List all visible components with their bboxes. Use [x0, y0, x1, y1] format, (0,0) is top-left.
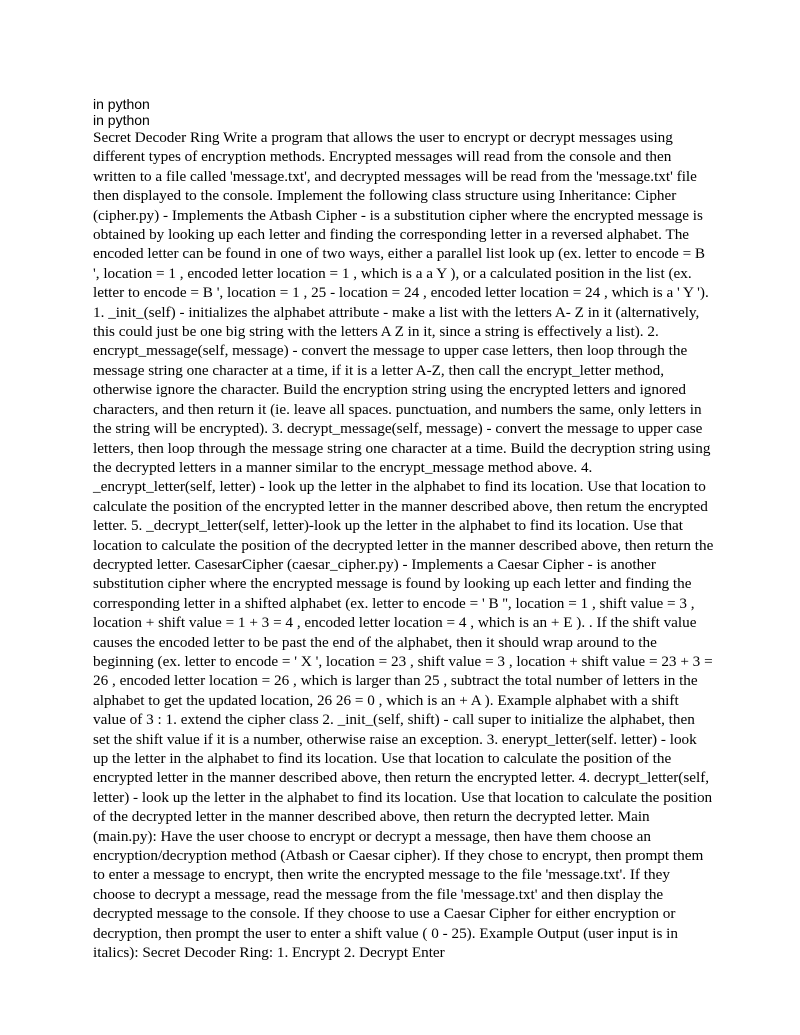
document [93, 96, 715, 962]
language-tag: in python [93, 96, 150, 112]
question-text: Secret Decoder Ring Write a program that allows the user to encrypt or decrypt messages using different types of encryption methods. Encrypted messages will read from the console and then written to a file called 'message.txt', and decrypted messages will be read from the 'message.txt' file then displayed to the console. Implement the following class structure using Inheritance: Cipher (cipher.py) - Implements the Atbash Cipher - is a substitution cipher where the encrypted message is obtained by looking up each letter and finding the corresponding letter in a reversed alphabet. The encoded letter can be found in one of two ways, either a parallel list look up (ex. letter to encode = B ', location = 1 , encoded letter location = 1 , which is a a Y ), or a calculated position in the list (ex. letter to encode = B ', location = 1 , 25 - location = 24 , encoded letter location = 24 , which is a ' Y '). 1. _init_(self) - initializes the alphabet attribute - make a list with the letters A- Z in it (alternatively, this could just be one big string with the letters A Z in it, since a string is effectively a list). 2. encrypt_message(self, message) - convert the message to upper case letters, then loop through the message string one character at a time, if it is a letter A-Z, then call the encrypt_letter method, otherwise ignore the character. Build the encryption string using the encrypted letters and ignored characters, and then return it (ie. leave all spaces. punctuation, and numbers the same, only letters in the string will be encrypted). 3. decrypt_message(self, message) - convert the message to upper case letters, then loop through the message string one character at a time. Build the decryption string using the decrypted letters in a manner similar to the encrypt_message method above. 4. _encrypt_letter(self, letter) - look up the letter in the alphabet to find its location. Use that location to calculate the position of the encrypted letter in the manner described above, then retum the encrypted letter. 5. _decrypt_letter(self, letter)-look up the letter in the alphabet to find its location. Use that location to calculate the position of the decrypted letter in the manner described above, then return the decrypted letter. CasesarCipher (caesar_cipher.py) - Implements a Caesar Cipher - is another substitution cipher where the encrypted message is found by looking up each letter and finding the corresponding letter in a shifted alphabet (ex. letter to encode = ' B '', location = 1 , shift value = 3 , location + shift value = 1 + 3 = 4 , encoded letter location = 4 , which is an + E ). . If the shift value causes the encoded letter to be past the end of the alphabet, then it should wrap around to the beginning (ex. letter to encode = ' X ', location = 23 , shift value = 3 , location + shift value = 23 + 3 = 26 , encoded letter location = 26 , which is larger than 25 , subtract the total number of letters in the alphabet to get the updated location, 26 26 = 0 , which is an + A ). Example alphabet with a shift value of 3 : 1. extend the cipher class 2. _init_(self, shift) - call super to initialize the alphabet, then set the shift value if it is a number, otherwise raise an exception. 3. enerypt_letter(self. letter) - look up the letter in the alphabet to find its location. Use that location to calculate the position of the encrypted letter in the manner described above, then return the encrypted letter. 4. decrypt_letter(self, letter) - look up the letter in the alphabet to find its location. Use that location to calculate the position of the decrypted letter in the manner described above, then return the decrypted letter. Main (main.py): Have the user choose to encrypt or decrypt a message, then have them choose an encryption/decryption method (Atbash or Caesar cipher). If they chose to encrypt, then prompt them to enter a message to encrypt, then write the encrypted message to the file 'message.txt'. If they choose to decrypt a message, read the message from the file 'message.txt' and then display the decrypted message to the console. If they choose to use a Caesar Cipher for either encryption or decryption, then prompt the user to enter a shift value ( 0 - 25). Example Output (user input is in italics): Secret Decoder Ring: 1. Encrypt 2. Decrypt Enter [93, 129, 714, 962]
language-tag-repeat: in python [93, 112, 150, 128]
